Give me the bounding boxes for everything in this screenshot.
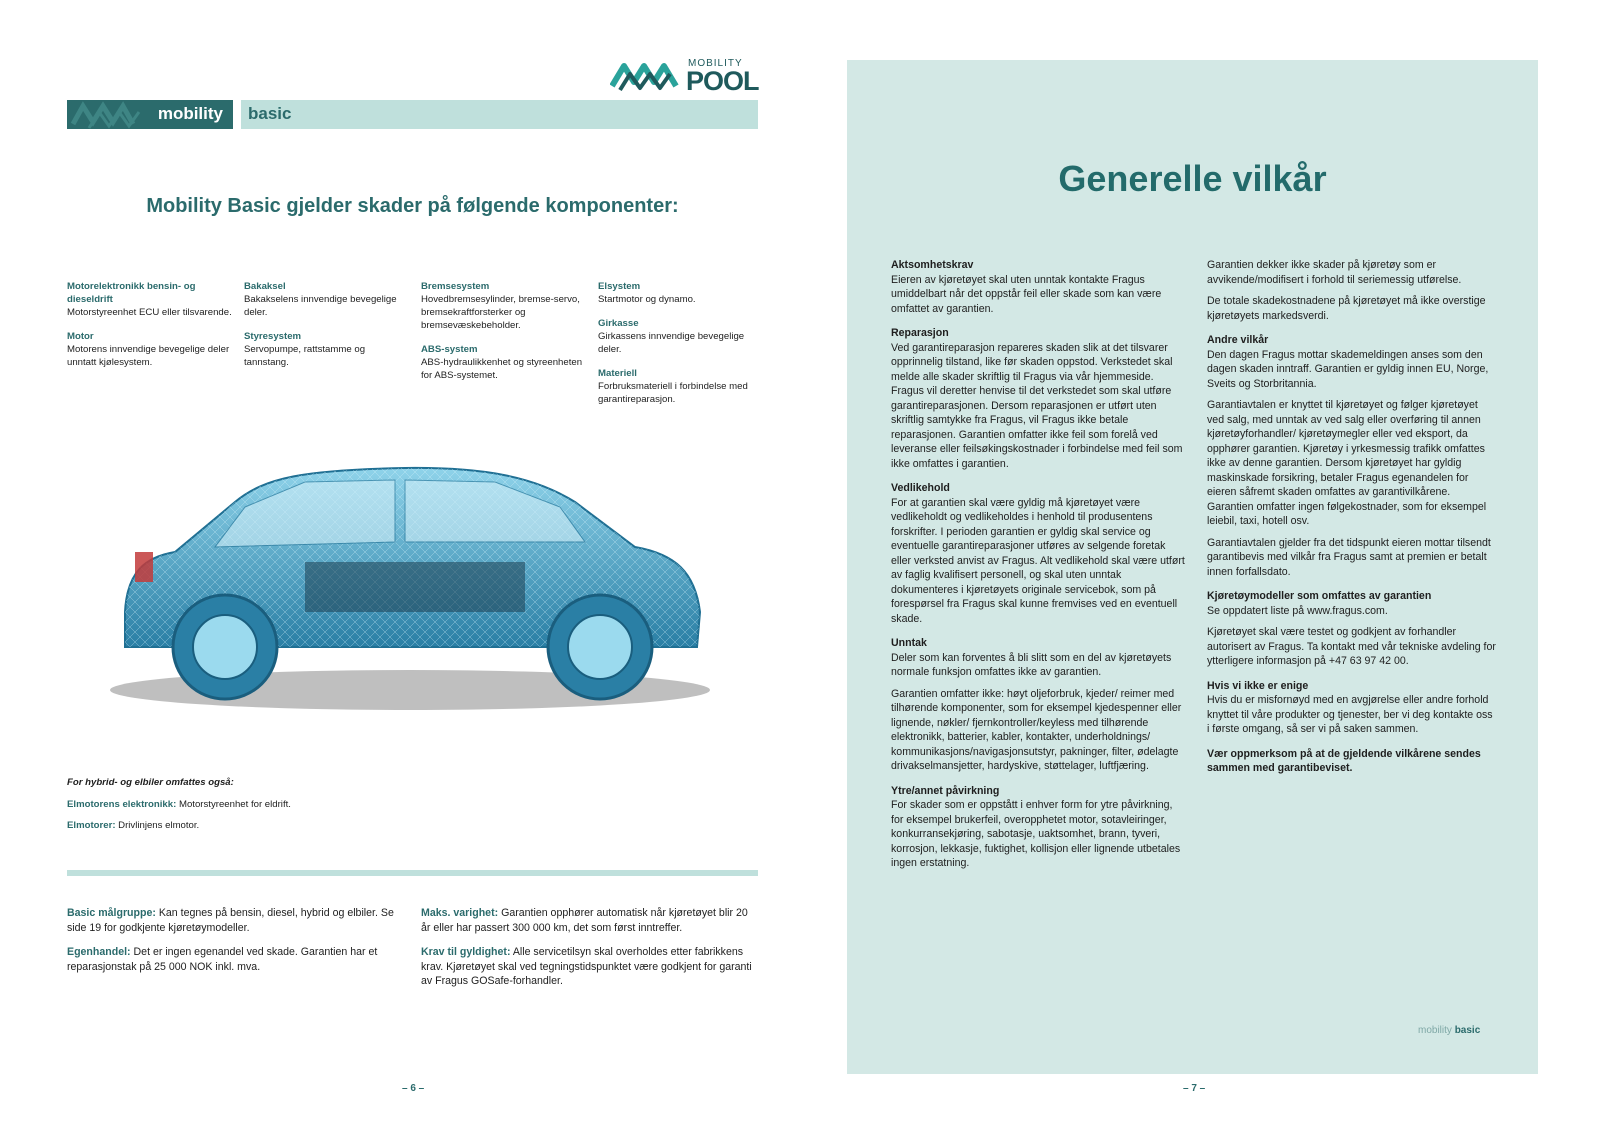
- hybrid-text: Motorstyreenhet for eldrift.: [176, 799, 291, 810]
- terms-paragraph: Garantien dekker ikke skader på kjøretøy som er avvikende/modifisert i forhold til seriemessig utførelse.: [1207, 259, 1462, 286]
- right-footer-brand: [1418, 1025, 1480, 1036]
- logo-text-small: MOBILITY: [688, 58, 743, 69]
- footer-mobility: mobility: [1418, 1025, 1455, 1036]
- component-heading: Bremsesystem: [421, 281, 490, 292]
- terms-heading: Andre vilkår: [1207, 334, 1269, 346]
- page-number-right: – 7 –: [1183, 1083, 1206, 1094]
- component-text: Bakakselens innvendige bevegelige deler.: [244, 294, 397, 318]
- info-row: [421, 906, 758, 935]
- car-wireframe-illustration: [105, 462, 715, 722]
- info-text: Kan tegnes på bensin, diesel, hybrid og elbiler. Se side 19 for godkjente kjøretøymodeller.: [67, 907, 394, 934]
- info-text: Alle servicetilsyn skal overholdes etter fabrikkens krav. Kjøretøyet skal ved tegningstidspunktet være godkjent for garanti av Fragus GOSafe-forhandler.: [421, 946, 752, 987]
- hybrid-row: [67, 819, 567, 832]
- info-text: Garantien opphører automatisk når kjøretøyet blir 20 år eller har passert 300 000 km, det som først inntreffer.: [421, 907, 748, 934]
- terms-paragraph: Ved garantireparasjon repareres skaden slik at det tilsvarer opprinnelig tilstand, like før skaden oppstod. Verkstedet skal melde alle skader skriftlig til Fragus via vår hjemmeside. Fragus vil deretter henvise til det verkstedet som skal utføre garantireparasjonen. Dersom reparasjonen er utført uten skriftlig samtykke fra Fragus, vil Fragus ikke betale reparasjonen. Garantien omfatter ikke feil som forelå ved leveranse eller feilsøkingskostnader i forbindelse med feil som ikke omfattes i garantien.: [891, 341, 1183, 470]
- header-label-mobility: mobility: [157, 104, 223, 123]
- info-text: Det er ingen egenandel ved skade. Garantien har et reparasjonstak på 25 000 NOK inkl. mva.: [67, 946, 378, 973]
- component-item: [67, 330, 232, 369]
- hybrid-note: [67, 776, 567, 840]
- info-row: [421, 945, 758, 989]
- terms-section: [1207, 679, 1497, 737]
- terms-heading: Vedlikehold: [891, 482, 950, 494]
- bottom-info-left: [67, 906, 412, 984]
- hybrid-text: Drivlinjens elmotor.: [115, 820, 200, 831]
- terms-paragraph: Garantien omfatter ikke: høyt oljeforbruk, kjeder/ reimer med tilhørende komponenter, som for eksempel kjedespenner eller lignende, nøkler/ fjernkontroller/keyless med tilhørende elektronikk, batterier, kabler, kontakter, underholdnings/ kommunikasjons/navigasjonsutstyr, pakninger, filter, ødelagte drivakselmansjetter, hardyskive, støttelager, luftfjæring.: [891, 687, 1182, 772]
- info-label: Krav til gyldighet:: [421, 946, 511, 958]
- component-item: [244, 330, 409, 369]
- component-text: Motorens innvendige bevegelige deler unntatt kjølesystem.: [67, 344, 230, 368]
- header-label-basic: basic: [248, 104, 292, 123]
- terms-paragraph: Eieren av kjøretøyet skal uten unntak kontakte Fragus umiddelbart når det oppstår feil eller skade som kan være omfattet av garantien.: [891, 273, 1162, 315]
- terms-paragraph: For skader som er oppstått i enhver form for ytre påvirkning, for eksempel brukerfeil, overopphetet motor, sotavleiringer, konkurransekjøring, sabotasje, uaktsomhet, brann, tyveri, korrosjon, lekkasje, fuktighet, kollisjon eller lignende utbetales ingen erstatning.: [891, 799, 1181, 869]
- component-heading: Girkasse: [598, 318, 639, 329]
- terms-heading: Reparasjon: [891, 327, 949, 339]
- terms-section: [891, 636, 1186, 774]
- terms-heading: Unntak: [891, 637, 927, 649]
- info-label: Maks. varighet:: [421, 907, 499, 919]
- terms-heading: Hvis vi ikke er enige: [1207, 679, 1309, 692]
- terms-paragraph: Garantiavtalen er knyttet til kjøretøyet og følger kjøretøyet ved salg, med unntak av ved salg eller overføring til annen kjøretøyforhandler/ kjøretøymegler eller ved eksport, da opphører garantien. Kjøretøy i yrkesmessig trafikk omfattes ikke av denne garantien. Dersom kjøretøyet har gyldig maskinskade forsikring, betaler Fragus egenandelen for eieren såfremt skaden omfattes av garantivilkårene. Garantien omfatter ingen følgekostnader, som for eksempel leiebil, taxi, hotell osv.: [1207, 399, 1487, 527]
- component-item: [421, 343, 586, 382]
- section-divider: [67, 870, 758, 876]
- component-item: [67, 280, 232, 319]
- component-column-2: [244, 280, 409, 380]
- hybrid-label: Elmotorens elektronikk:: [67, 799, 177, 810]
- terms-heading: Ytre/annet påvirkning: [891, 784, 1000, 797]
- terms-heading: Kjøretøymodeller som omfattes av garantien: [1207, 590, 1432, 602]
- component-heading: Materiell: [598, 368, 637, 379]
- bottom-info-right: [421, 906, 758, 999]
- terms-section: [891, 481, 1186, 626]
- info-row: [67, 906, 412, 935]
- hybrid-row: [67, 798, 567, 811]
- info-label: Egenhandel:: [67, 946, 131, 958]
- component-heading: Motorelektronikk bensin- og dieseldrift: [67, 281, 196, 305]
- component-text: Hovedbremsesylinder, bremse-servo, bremsekraftforsterker og bremsevæskebeholder.: [421, 294, 580, 331]
- component-text: Motorstyreenhet ECU eller tilsvarende.: [67, 307, 232, 318]
- component-text: Servopumpe, rattstamme og tannstang.: [244, 344, 366, 368]
- terms-section: [1207, 589, 1497, 669]
- component-column-3: [421, 280, 586, 393]
- component-text: ABS-hydraulikkenhet og styreenheten for ABS-systemet.: [421, 357, 583, 381]
- component-heading: Motor: [67, 331, 94, 342]
- component-item: [598, 280, 763, 306]
- info-row: [67, 945, 412, 974]
- component-item: [598, 317, 763, 356]
- terms-column-1: [891, 258, 1186, 881]
- info-label: Basic målgruppe:: [67, 907, 156, 919]
- component-heading: ABS-system: [421, 344, 478, 355]
- header-bar-light: [241, 100, 758, 129]
- logo-text-big: POOL: [686, 66, 759, 96]
- terms-paragraph: Se oppdatert liste på www.fragus.com.: [1207, 604, 1388, 617]
- component-column-1: [67, 280, 232, 380]
- hybrid-label: Elmotorer:: [67, 820, 116, 831]
- terms-heading: Aktsomhetskrav: [891, 259, 974, 271]
- footer-basic: basic: [1454, 1025, 1481, 1036]
- component-text: Girkassens innvendige bevegelige deler.: [598, 331, 745, 355]
- page-number-left: – 6 –: [402, 1083, 425, 1094]
- component-item: [244, 280, 409, 319]
- terms-section: [891, 326, 1186, 471]
- terms-paragraph: For at garantien skal være gyldig må kjøretøyet være vedlikeholdt og vedlikeholdes i henhold til produsentens forskrifter. I perioden garantien er gyldig skal service og eventuelle garantireparasjoner utføres av selgende foretak eller verksted anvist av Fragus. Alt vedlikehold skal være utført av faglig kvalifisert personell, og skal uten unntak dokumenteres i kjøretøyets originale servicebok, som på forespørsel fra Fragus skal kunne fremvises ved en eventuell skade.: [891, 496, 1185, 625]
- terms-paragraph: De totale skadekostnadene på kjøretøyet må ikke overstige kjøretøyets markedsverdi.: [1207, 295, 1486, 322]
- terms-section: [891, 784, 1186, 871]
- terms-paragraph: Garantiavtalen gjelder fra det tidspunkt eieren mottar tilsendt garantibevis med vilkår fra Fragus samt at premien er betalt innen forfallsdato.: [1207, 536, 1491, 578]
- terms-paragraph: Deler som kan forventes å bli slitt som en del av kjøretøyets normale funksjon omfattes ikke av garantien.: [891, 651, 1172, 678]
- component-item: [598, 367, 763, 406]
- hybrid-intro: For hybrid- og elbiler omfattes også:: [67, 777, 234, 788]
- component-heading: Elsystem: [598, 281, 641, 292]
- component-text: Startmotor og dynamo.: [598, 294, 696, 305]
- component-item: [421, 280, 586, 332]
- component-heading: Bakaksel: [244, 281, 286, 292]
- terms-section: [1207, 333, 1497, 579]
- header-bar-dark: [67, 100, 233, 129]
- component-column-4: [598, 280, 763, 417]
- right-page-title: Generelle vilkår: [1058, 158, 1327, 199]
- component-text: Forbruksmateriell i forbindelse med garantireparasjon.: [598, 381, 748, 405]
- component-heading: Styresystem: [244, 331, 302, 342]
- left-page-title: Mobility Basic gjelder skader på følgende komponenter:: [146, 195, 679, 217]
- terms-paragraph: Hvis du er misfornøyd med en avgjørelse eller andre forhold knyttet til våre produkter og tjenester, ber vi deg kontakte oss i første omgang, så ser vi på saken sammen.: [1207, 694, 1493, 735]
- terms-paragraph: Kjøretøyet skal være testet og godkjent av forhandler autorisert av Fragus. Ta kontakt med vår tekniske avdeling for ytterligere informasjon på +47 63 97 42 00.: [1207, 626, 1496, 667]
- terms-paragraph: Den dagen Fragus mottar skademeldingen anses som den dagen skaden inntraff. Garantien er gyldig innen EU, Norge, Sveits og Storbritannia.: [1207, 348, 1489, 390]
- terms-section: [1207, 258, 1497, 323]
- terms-column-2: [1207, 258, 1497, 783]
- terms-notice: Vær oppmerksom på at de gjeldende vilkårene sendes sammen med garantibeviset.: [1207, 747, 1481, 774]
- terms-section: [891, 258, 1186, 316]
